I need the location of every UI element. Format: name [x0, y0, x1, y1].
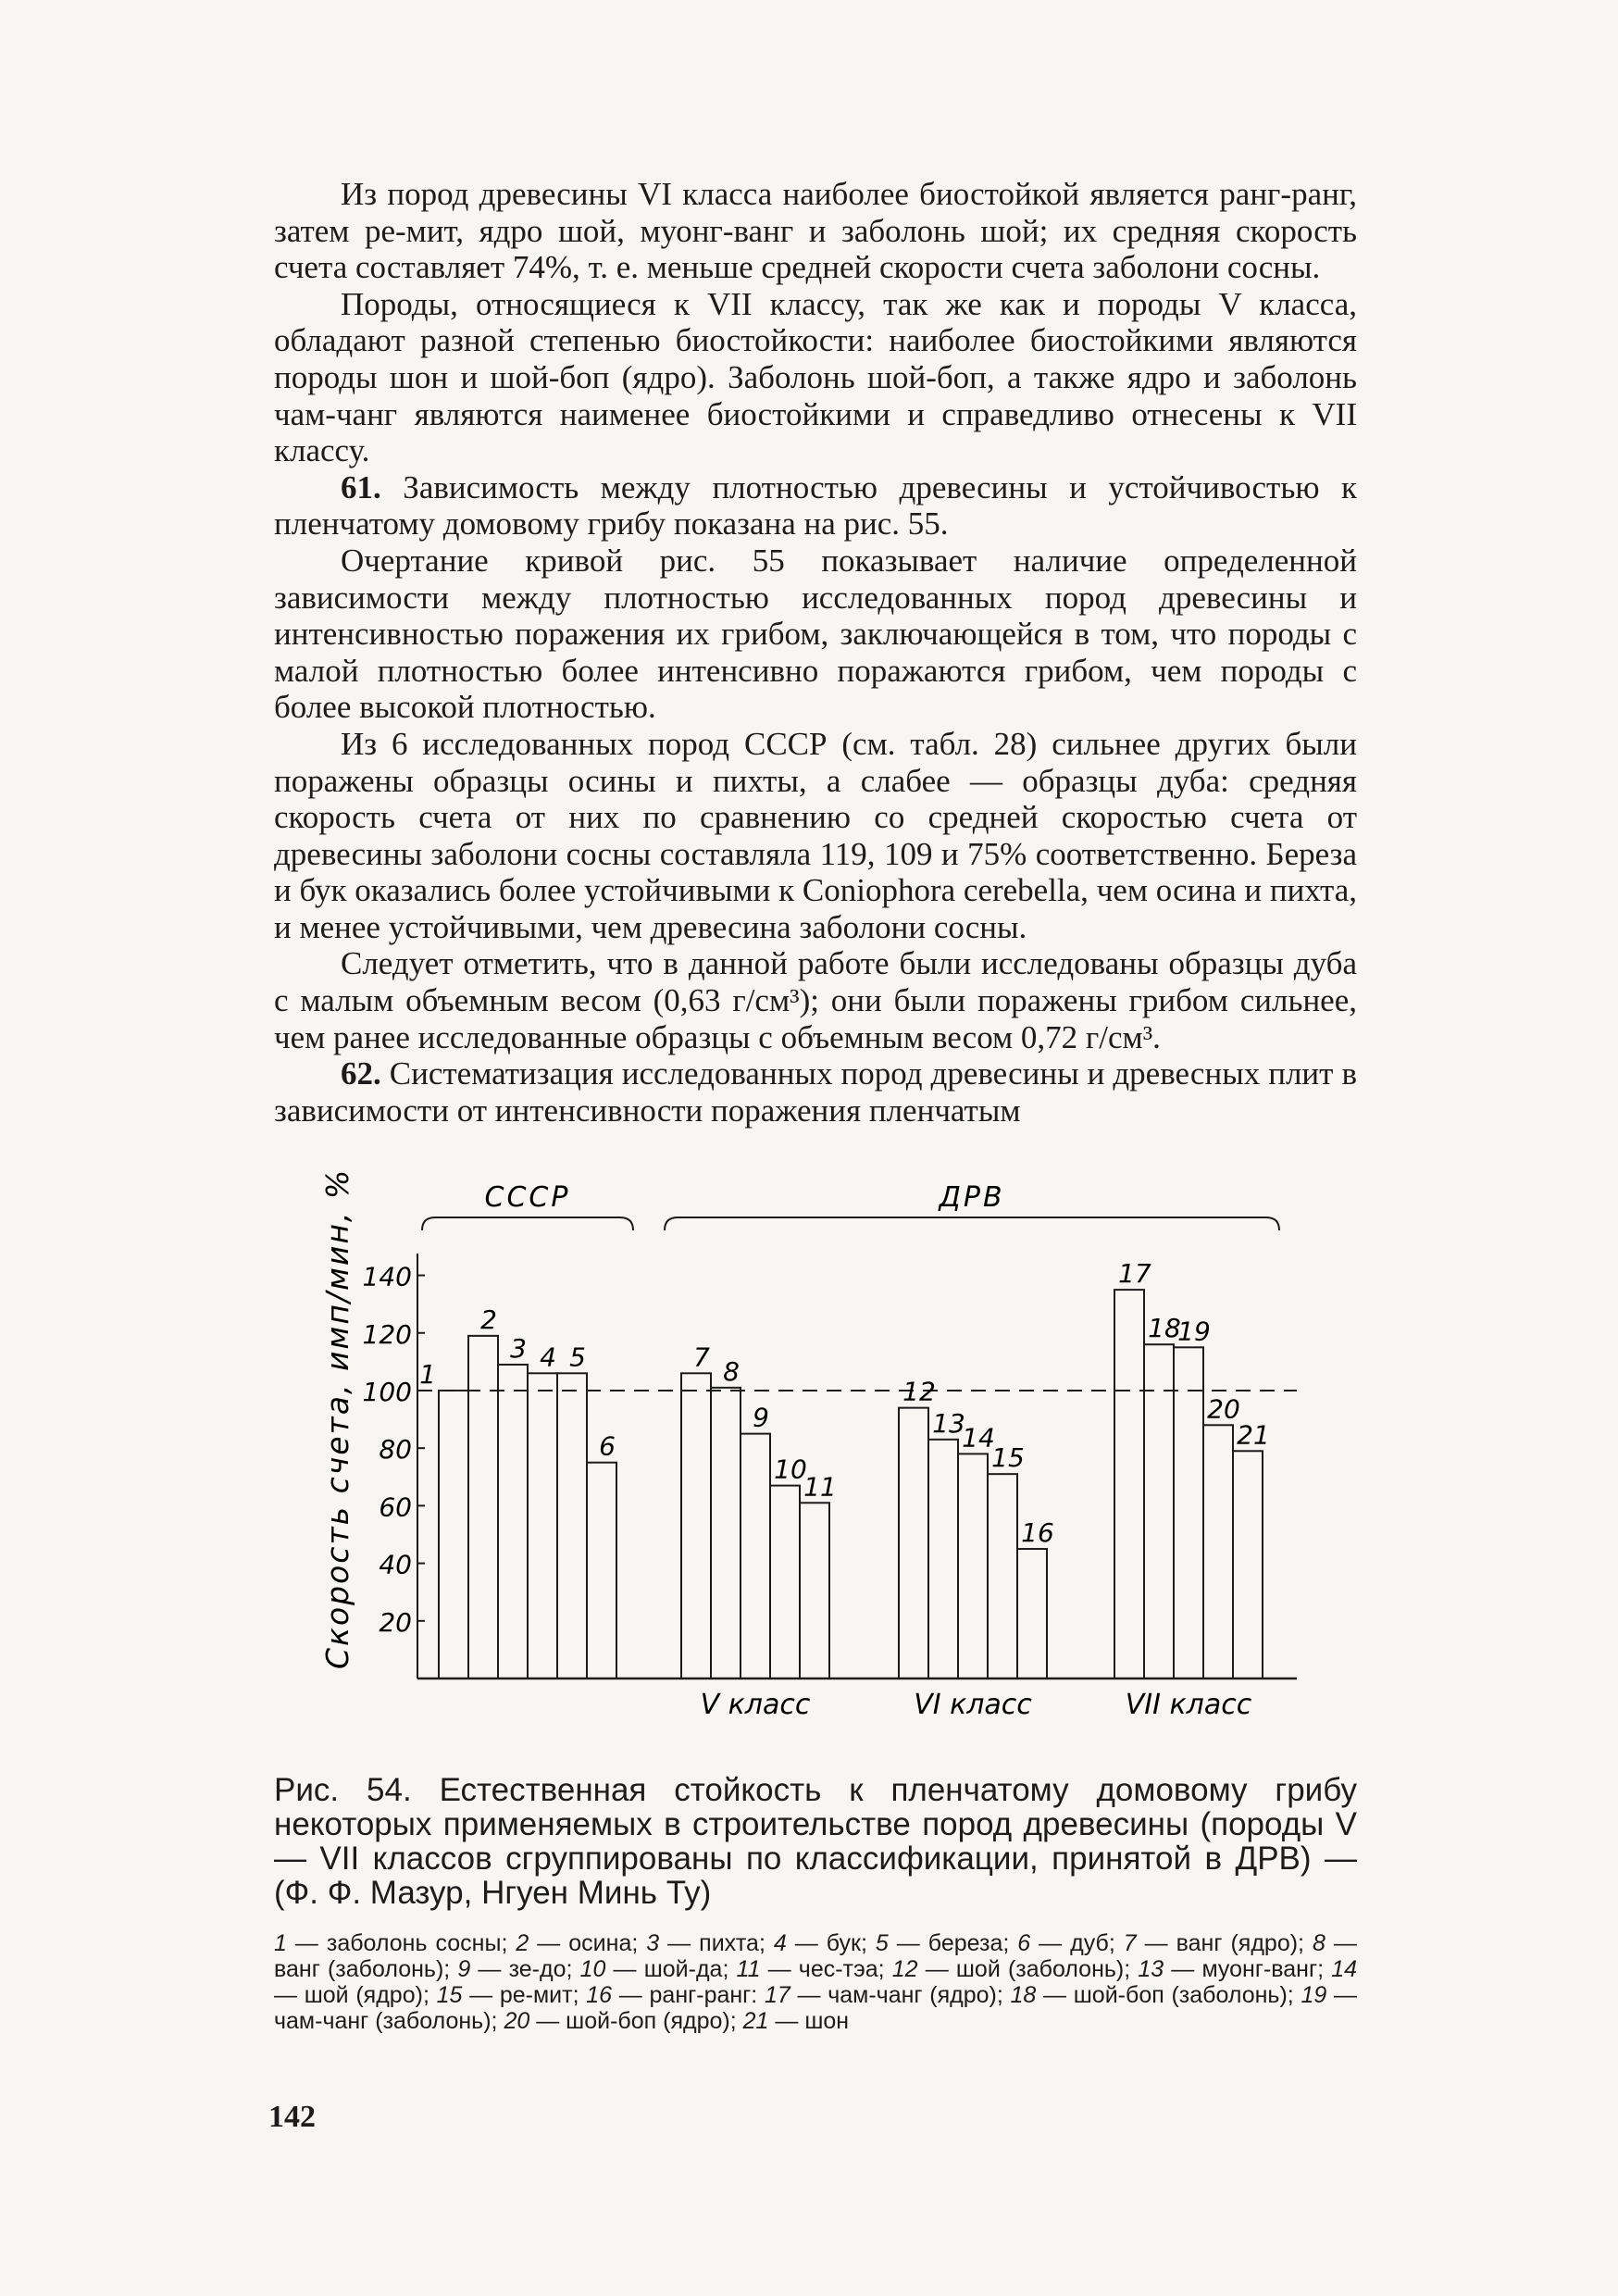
y-axis-label: Скорость счета, имп/мин, % [319, 1167, 355, 1669]
bar-label: 6 [599, 1430, 616, 1462]
bar-11 [800, 1503, 829, 1678]
legend-text: чам-чанг (заболонь); [274, 2008, 498, 2034]
legend-text: ре-мит; [499, 1982, 579, 2008]
bar-13 [928, 1440, 958, 1678]
bar-label: 20 [1207, 1393, 1240, 1425]
group-label: VI класс [914, 1689, 1032, 1721]
legend-number: 9 [457, 1956, 471, 1982]
legend-number: 14 [1331, 1956, 1358, 1982]
y-tick-label: 60 [379, 1491, 412, 1523]
legend-number: 11 [736, 1956, 761, 1982]
page-number: 142 [268, 2100, 316, 2134]
paragraph [274, 1055, 1357, 1129]
legend-text: зе-до; [508, 1956, 573, 1982]
legend-number: 6 [1017, 1930, 1031, 1956]
bar-4 [528, 1373, 557, 1678]
bar-label: 2 [480, 1304, 497, 1335]
caption-prefix: Рис. 54. [274, 1772, 412, 1808]
legend-number: 18 [1010, 1982, 1037, 2008]
legend-text: шой-боп (ядро); [566, 2008, 737, 2034]
y-tick-label: 80 [379, 1434, 412, 1466]
bar-label: 13 [932, 1407, 965, 1439]
group-label: VII класс [1125, 1689, 1252, 1721]
bar-label: 5 [569, 1341, 586, 1373]
bar-label: 8 [723, 1355, 740, 1387]
legend-number: 16 [586, 1982, 613, 2008]
paragraph [274, 945, 1357, 1055]
paragraph-text: Из 6 исследованных пород СССР (см. табл. 28) сильнее других были поражены образцы осины и пихты, а слабее — образцы дуба: средняя скорость счета от них по сравнению со средней скоростью счета от древесины заболони сосны составляла 119, 109 и 75% соответственно. Береза и бук оказались более устойчивыми к Coniophora cerebella, чем осина и пихта, и менее устойчивыми, чем древесина заболони сосны. [274, 725, 1357, 945]
legend-text: шой (ядро); [304, 1982, 429, 2008]
bar-14 [958, 1454, 988, 1678]
bar-20 [1203, 1425, 1233, 1678]
bar-21 [1233, 1451, 1263, 1678]
legend-number: 3 [646, 1930, 660, 1956]
figure-legend: 1 — заболонь сосны; 2 — осина; 3 — пихта; 4 — бук; 5 — береза; 6 — дуб; 7 — ванг (ядро); 8 — ванг (заболонь); 9 — зе-до; 10 — шой-да; 11 — чес-тэа; 12 — шой (заболонь); 13 — муонг-ванг; 14 — шой (ядро); 15 — ре-мит; 16 — ранг-ранг: 17 — чам-чанг (ядро); 18 — шой-боп (заболонь); 19 — чам-чанг (заболонь); 20 — шой-боп (ядро); 21 — шон [274, 1930, 1358, 2034]
body-text [274, 176, 1357, 1129]
bar-label: 15 [991, 1442, 1025, 1474]
bar-17 [1114, 1290, 1144, 1678]
bar-label: 21 [1237, 1419, 1270, 1451]
bracket-label: СССР [484, 1181, 571, 1214]
legend-number: 13 [1138, 1956, 1164, 1982]
paragraph-text: Очертание кривой рис. 55 показывает наличие определенной зависимости между плотностью исследованных пород древесины и интенсивностью поражения их грибом, заключающейся в том, что породы с малой плотностью более интенсивно поражаются грибом, чем породы с более высокой плотностью. [274, 542, 1357, 726]
legend-number: 4 [773, 1930, 787, 1956]
bar-6 [587, 1463, 616, 1678]
bar-16 [1017, 1549, 1047, 1678]
paragraph [274, 726, 1357, 946]
bracket [422, 1217, 633, 1230]
legend-number: 5 [875, 1930, 889, 1956]
bracket [665, 1217, 1279, 1230]
paragraph-text: Следует отметить, что в данной работе были исследованы образцы дуба с малым объемным весом (0,63 г/см³); они были поражены грибом сильнее, чем ранее исследованные образцы с объемным весом 0,72 г/см³. [274, 945, 1357, 1055]
caption-text: Естественная стойкость к пленчатому домовому грибу некоторых применяемых в строительстве пород древесины (породы V — VII классов сгруппированы по классификации, принятой в ДРВ) — (Ф. Ф. Мазур, Нгуен Минь Ту) [274, 1772, 1357, 1911]
legend-text: ранг-ранг: [649, 1982, 758, 2008]
bar-label: 3 [510, 1332, 527, 1364]
paragraph-text: Зависимость между плотностью древесины и устойчивостью к пленчатому домовому грибу показана на рис. 55. [274, 468, 1358, 543]
y-tick-label: 20 [379, 1606, 412, 1638]
bar-label: 11 [803, 1471, 837, 1503]
section-number: 61. [341, 468, 381, 505]
section-number: 62. [341, 1055, 381, 1092]
legend-text: пихта; [699, 1930, 765, 1956]
legend-text: осина; [568, 1930, 639, 1956]
y-tick-label: 120 [362, 1318, 412, 1350]
paragraph-text: Породы, относящиеся к VII классу, так же как и породы V класса, обладают разной степенью биостойкости: наиболее биостойкими являются породы шон и шой-боп (ядро). Заболонь шой-боп, а также ядро и заболонь чам-чанг являются наименее биостойкими и справедливо отнесены к VII классу. [274, 285, 1357, 469]
legend-text: ванг (ядро); [1176, 1930, 1304, 1956]
legend-text: бук; [826, 1930, 867, 1956]
bar-label: 16 [1021, 1517, 1054, 1549]
legend-text: муонг-ванг; [1201, 1956, 1325, 1982]
bar-label: 1 [419, 1358, 436, 1390]
bar-15 [988, 1474, 1017, 1678]
bar-7 [681, 1373, 711, 1678]
figure-54-chart [274, 1167, 1348, 1754]
legend-text: ванг (заболонь); [274, 1956, 451, 1982]
bar-5 [557, 1373, 587, 1678]
paragraph [274, 286, 1357, 469]
bar-label: 19 [1177, 1316, 1211, 1347]
legend-number: 2 [516, 1930, 529, 1956]
legend-text: заболонь сосны; [326, 1930, 508, 1956]
y-tick-label: 40 [379, 1549, 412, 1580]
legend-number: 7 [1123, 1930, 1137, 1956]
legend-number: 17 [764, 1982, 790, 2008]
bar-2 [468, 1336, 498, 1678]
bar-label: 7 [693, 1341, 710, 1373]
paragraph-text: Систематизация исследованных пород древесины и древесных плит в зависимости от интенсивности поражения пленчатым [274, 1055, 1358, 1129]
bar-19 [1174, 1347, 1203, 1678]
legend-text: береза; [927, 1930, 1010, 1956]
bar-label: 4 [540, 1341, 556, 1373]
bar-8 [711, 1388, 741, 1678]
paragraph [274, 469, 1357, 543]
legend-number: 15 [436, 1982, 463, 2008]
bar-1 [439, 1391, 468, 1678]
bar-18 [1144, 1344, 1174, 1678]
bar-label: 12 [902, 1376, 936, 1407]
bracket-label: ДРВ [939, 1181, 1005, 1214]
legend-number: 1 [274, 1930, 287, 1956]
paragraph-text: Из пород древесины VI класса наиболее биостойкой является ранг-ранг, затем ре-мит, ядро шой, муонг-ванг и заболонь шой; их средняя скорость счета составляет 74%, т. е. меньше средней скорости счета заболони сосны. [274, 176, 1357, 286]
bar-label: 9 [753, 1402, 769, 1433]
legend-text: шой-да; [643, 1956, 729, 1982]
legend-number: 12 [891, 1956, 918, 1982]
legend-number: 20 [504, 2008, 530, 2034]
bar-label: 17 [1118, 1258, 1151, 1290]
paragraph [274, 543, 1357, 726]
y-tick-label: 140 [362, 1261, 412, 1292]
paragraph [274, 176, 1357, 286]
legend-text: чам-чанг (ядро); [828, 1982, 1003, 2008]
bar-label: 18 [1148, 1313, 1181, 1344]
y-tick-label: 100 [362, 1376, 412, 1407]
legend-number: 21 [742, 2008, 769, 2034]
legend-text: шой-боп (заболонь); [1073, 1982, 1294, 2008]
legend-text: чес-тэа; [798, 1956, 885, 1982]
bar-label: 10 [774, 1454, 807, 1485]
bar-3 [498, 1365, 528, 1678]
bar-9 [741, 1434, 770, 1678]
bar-10 [770, 1486, 800, 1678]
bar-12 [899, 1408, 928, 1678]
legend-text: шой (заболонь); [955, 1956, 1131, 1982]
figure-caption [274, 1773, 1357, 1910]
legend-number: 10 [579, 1956, 606, 1982]
legend-number: 8 [1312, 1930, 1326, 1956]
bar-label: 14 [962, 1422, 995, 1454]
legend-text: шон [804, 2008, 850, 2034]
group-label: V класс [700, 1689, 811, 1721]
legend-text: дуб; [1070, 1930, 1115, 1956]
legend-number: 19 [1301, 1982, 1327, 2008]
